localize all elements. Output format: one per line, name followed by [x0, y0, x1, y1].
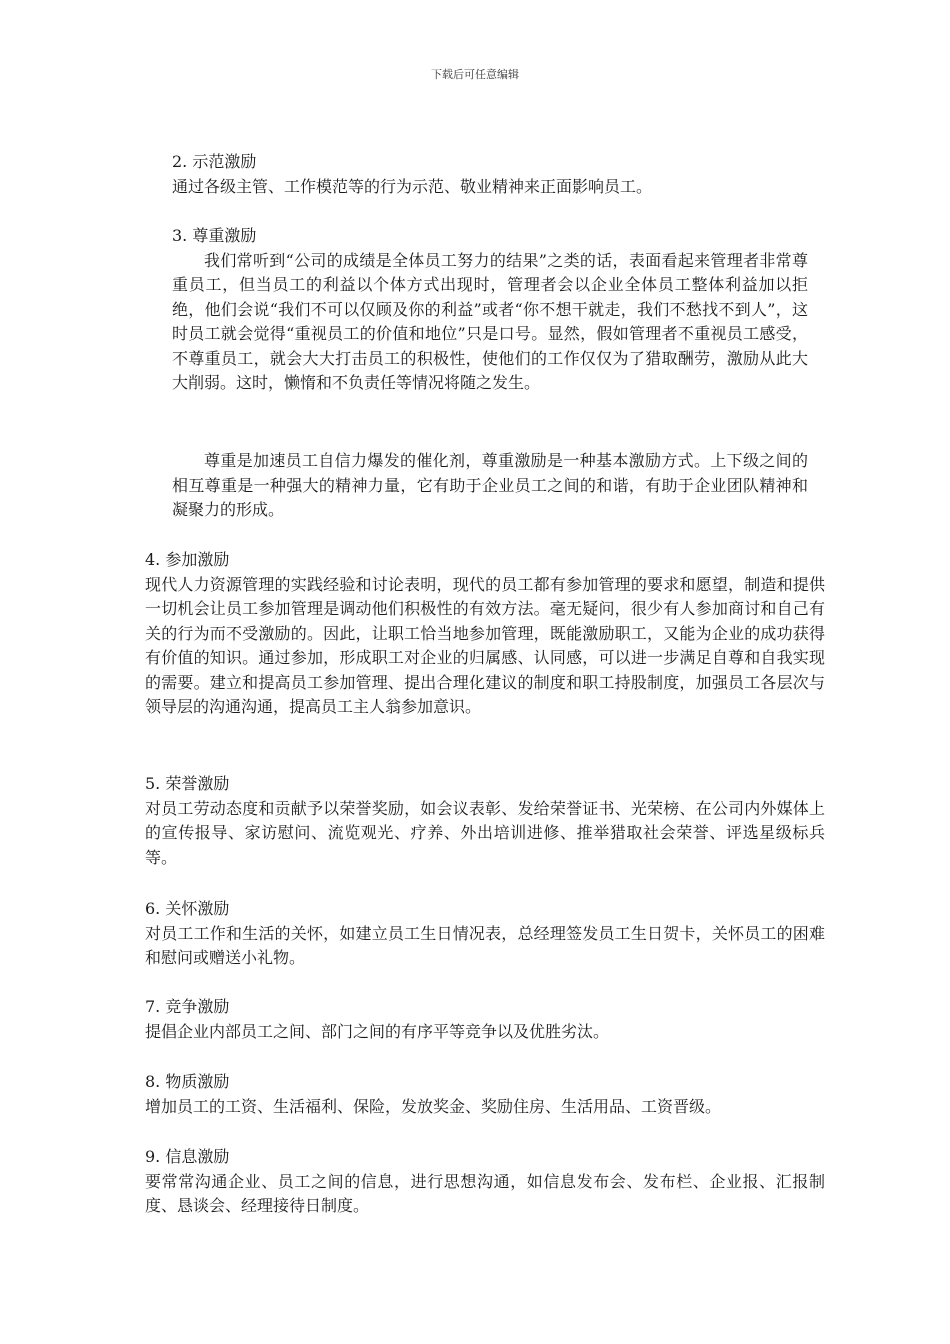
page-header-note: 下载后可任意编辑	[431, 68, 519, 81]
section-body: 通过各级主管、工作模范等的行为示范、敬业精神来正面影响员工。	[172, 176, 653, 196]
section-2	[172, 150, 808, 199]
section-body: 对员工工作和生活的关怀，如建立员工生日情况表，总经理签发员工生日贺卡，关怀员工的困难和慰问或赠送小礼物。	[145, 923, 825, 967]
section-title: 9. 信息激励	[145, 1147, 230, 1166]
section-4	[145, 548, 825, 720]
section-3	[172, 224, 808, 396]
section-body: 要常常沟通企业、员工之间的信息，进行思想沟通，如信息发布会、发布栏、企业报、汇报制度、恳谈会、经理接待日制度。	[145, 1171, 825, 1215]
section-7	[145, 995, 825, 1044]
section-paragraph: 尊重是加速员工自信力爆发的催化剂，尊重激励是一种基本激励方式。上下级之间的相互尊重是一种强大的精神力量，它有助于企业员工之间的和谐，有助于企业团队精神和凝聚力的形成。	[172, 451, 808, 519]
section-title: 4. 参加激励	[145, 550, 230, 569]
section-body: 增加员工的工资、生活福利、保险，发放奖金、奖励住房、生活用品、工资晋级。	[145, 1096, 722, 1116]
section-body: 提倡企业内部员工之间、部门之间的有序平等竞争以及优胜劣汰。	[145, 1021, 610, 1041]
section-6	[145, 897, 825, 971]
section-title: 7. 竞争激励	[145, 997, 230, 1016]
section-3-continued	[172, 449, 808, 523]
section-title: 8. 物质激励	[145, 1072, 230, 1091]
section-8	[145, 1070, 825, 1119]
section-title: 3. 尊重激励	[172, 226, 257, 245]
section-body: 现代人力资源管理的实践经验和讨论表明，现代的员工都有参加管理的要求和愿望，制造和提供一切机会让员工参加管理是调动他们积极性的有效方法。毫无疑问，很少有人参加商讨和自己有关的行为而不受激励的。因此，让职工恰当地参加管理，既能激励职工，又能为企业的成功获得有价值的知识。通过参加，形成职工对企业的归属感、认同感，可以进一步满足自尊和自我实现的需要。建立和提高员工参加管理、提出合理化建议的制度和职工持股制度，加强员工各层次与领导层的沟通沟通，提高员工主人翁参加意识。	[145, 574, 825, 716]
section-title: 6. 关怀激励	[145, 899, 230, 918]
section-title: 5. 荣誉激励	[145, 774, 230, 793]
section-paragraph: 我们常听到“公司的成绩是全体员工努力的结果”之类的话，表面看起来管理者非常尊重员工，但当员工的利益以个体方式出现时，管理者会以企业全体员工整体利益加以拒绝，他们会说“我们不可以仅顾及你的利益”或者“你不想干就走，我们不愁找不到人”，这时员工就会觉得“重视员工的价值和地位”只是口号。显然，假如管理者不重视员工感受，不尊重员工，就会大大打击员工的积极性，使他们的工作仅仅为了猎取酬劳，激励从此大大削弱。这时，懒惰和不负责任等情况将随之发生。	[172, 250, 808, 392]
section-body: 对员工劳动态度和贡献予以荣誉奖励，如会议表彰、发给荣誉证书、光荣榜、在公司内外媒体上的宣传报导、家访慰问、流览观光、疗养、外出培训进修、推举猎取社会荣誉、评选星级标兵等。	[145, 798, 825, 867]
section-title: 2. 示范激励	[172, 152, 257, 171]
section-9	[145, 1145, 825, 1219]
section-5	[145, 772, 825, 870]
